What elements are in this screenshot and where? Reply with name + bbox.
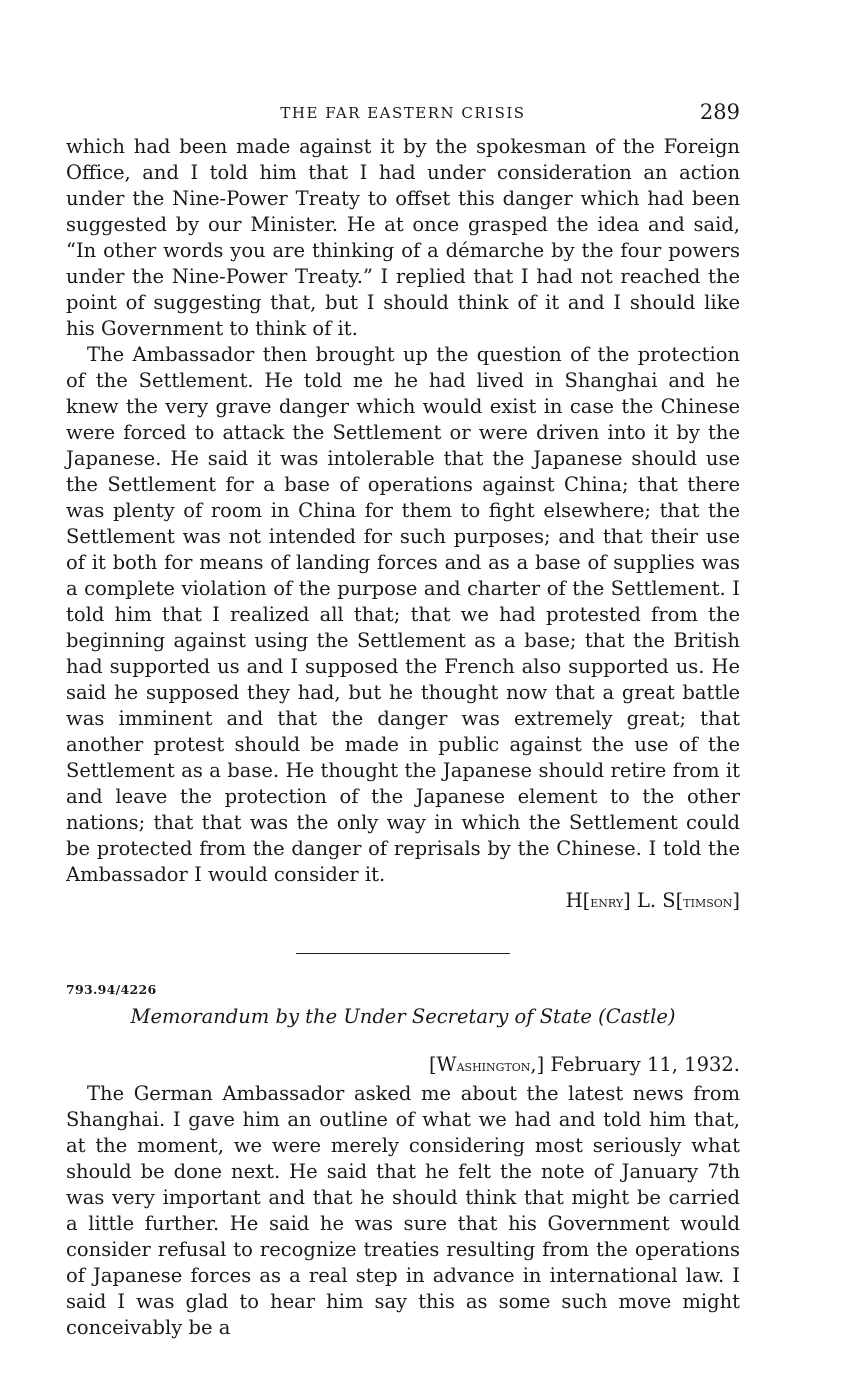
dateline bbox=[66, 1052, 740, 1079]
running-title: THE FAR EASTERN CRISIS bbox=[280, 104, 526, 122]
dateline-washington: ashington bbox=[456, 1057, 531, 1075]
signature-middle: ] L. S[ bbox=[623, 889, 684, 912]
memorandum-heading: Memorandum by the Under Secretary of State (Castle) bbox=[130, 1005, 676, 1028]
document-page bbox=[66, 100, 740, 1341]
signature-end: ] bbox=[732, 889, 740, 912]
document-number: 793.94/4226 bbox=[66, 982, 157, 997]
signature-timson: timson bbox=[683, 893, 733, 911]
dateline-close: ,] February 11, 1932. bbox=[530, 1053, 740, 1076]
dateline-open: [W bbox=[428, 1053, 457, 1076]
signature-enry: enry bbox=[590, 893, 624, 911]
section-divider bbox=[296, 953, 510, 954]
signature bbox=[66, 888, 740, 915]
page-number: 289 bbox=[699, 100, 740, 124]
section2-paragraph1: The German Ambassador asked me about the latest news from Shanghai. I gave him an outline of what we had and told him that, at the moment, we were merely considering most seriously what should be done next. He said that he felt the note of January 7th was very important and that he should think that might be carried a little further. He said he was sure that his Government would consider refusal to recognize treaties resulting from the operations of Japanese forces as a real step in advance in international law. I said I was glad to hear him say this as some such move might conceivably be a bbox=[66, 1082, 740, 1339]
section1-paragraph2: The Ambassador then brought up the question of the protection of the Settlement. He told me he had lived in Shanghai and he knew the very grave danger which would exist in case the Chinese were forced to attack the Settlement or were driven into it by the Japanese. He said it was intolerable that the Japanese should use the Settlement for a base of operations against China; that there was plenty of room in China for them to fight elsewhere; that the Settlement was not intended for such purposes; and that their use of it both for means of landing forces and as a base of supplies was a complete violation of the purpose and charter of the Settlement. I told him that I realized all that; that we had protested from the beginning against using the Settlement as a base; that the British had supported us and I supposed the French also supported us. He said he supposed they had, but he thought now that a great battle was imminent and that the danger was extremely great; that another protest should be made in public against the use of the Settlement as a base. He thought the Japanese should retire from it and leave the protection of the Japanese element to the other nations; that that was the only way in which the Settlement could be protected from the danger of reprisals by the Chinese. I told the Ambassador I would consider it. bbox=[66, 343, 740, 886]
signature-initial-h: H[ bbox=[565, 889, 591, 912]
section1-paragraph1: which had been made against it by the spokesman of the Foreign Office, and I told him that I had under consideration an action under the Nine-Power Treaty to offset this danger which had been suggested by our Minister. He at once grasped the idea and said, “In other words you are thinking of a démarche by the four powers under the Nine-Power Treaty.” I replied that I had not reached the point of suggesting that, but I should think of it and I should like his Government to think of it. bbox=[66, 135, 740, 340]
running-head bbox=[66, 100, 740, 134]
